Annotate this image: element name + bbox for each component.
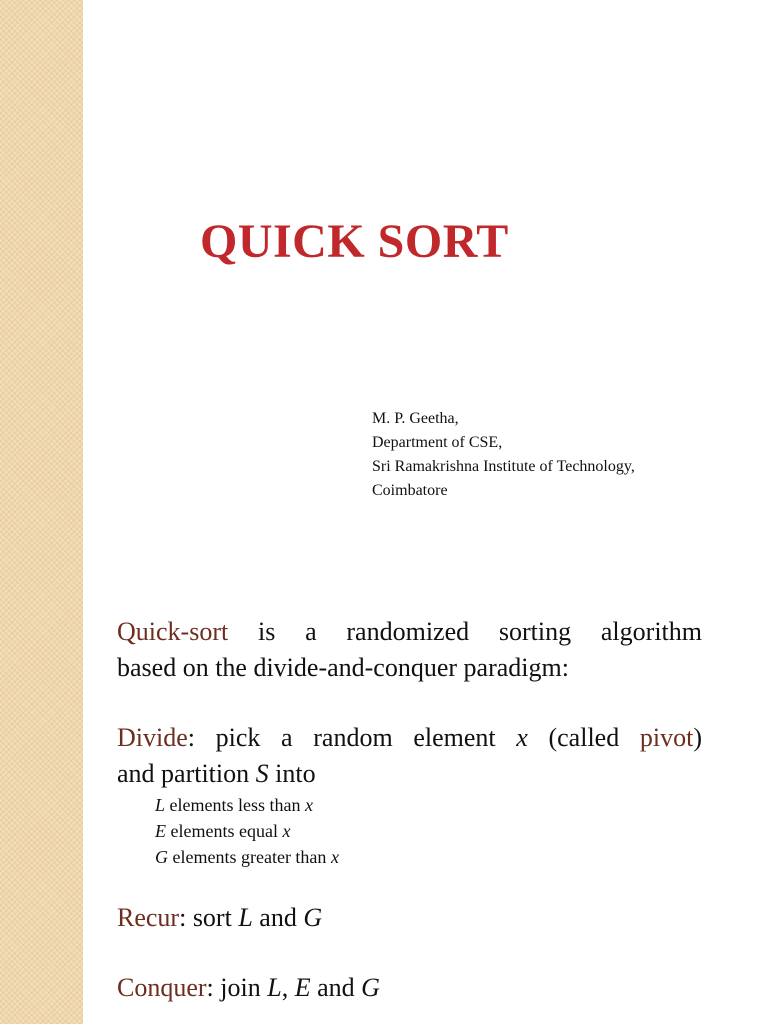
- intro-line-2: based on the divide-and-conquer paradigm:: [117, 653, 569, 682]
- intro-line-1-rest: is a randomized sorting algorithm: [228, 617, 702, 646]
- slide-content: [117, 614, 702, 1006]
- recur-line: Recur: sort L and G: [117, 903, 323, 932]
- author-department: Department of CSE,: [372, 434, 503, 451]
- divide-term: Divide: [117, 723, 188, 752]
- decorative-side-strip: [0, 0, 86, 1024]
- var-x: x: [516, 723, 528, 752]
- partition-item-greater: G elements greater than x: [155, 847, 339, 867]
- author-city: Coimbatore: [372, 482, 448, 499]
- divide-line-2: and partition S into: [117, 759, 316, 788]
- quicksort-term: Quick-sort: [117, 617, 229, 646]
- author-name: M. P. Geetha,: [372, 410, 459, 427]
- divide-line-1: Divide: pick a random element x (called pivot): [117, 723, 702, 752]
- author-institute: Sri Ramakrishna Institute of Technology,: [372, 458, 635, 475]
- var-s: S: [255, 759, 269, 788]
- intro-line-1: [117, 614, 702, 650]
- slide-title: QUICK SORT: [200, 215, 509, 268]
- partition-item-equal: E elements equal x: [155, 821, 291, 841]
- author-block: [372, 407, 635, 503]
- partition-item-less: L elements less than x: [155, 795, 313, 815]
- recur-term: Recur: [117, 903, 180, 932]
- pivot-term: pivot: [639, 723, 694, 752]
- conquer-term: Conquer: [117, 973, 207, 1002]
- conquer-line: Conquer: join L, E and G: [117, 973, 380, 1002]
